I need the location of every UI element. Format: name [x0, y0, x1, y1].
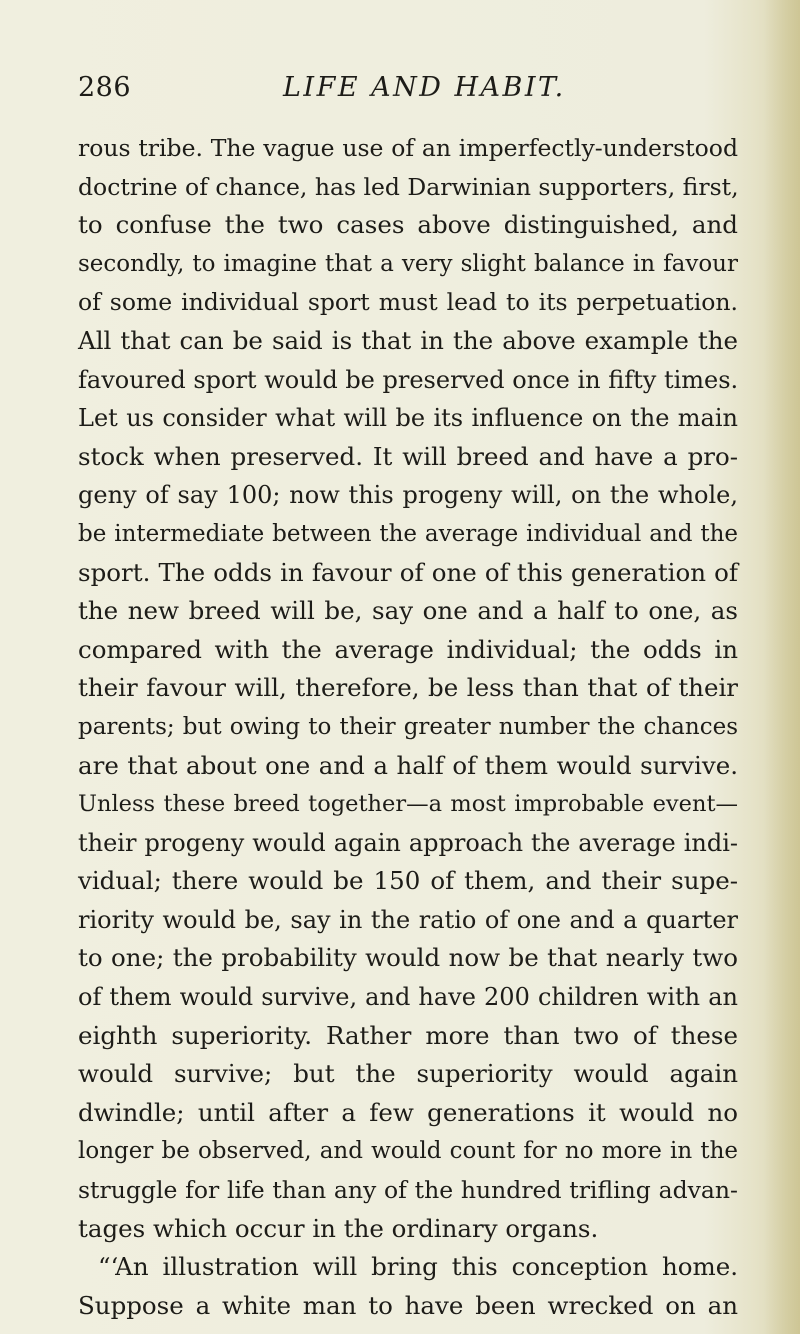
- text-line: of them would survive, and have 200 children with an: [78, 983, 738, 1012]
- text-line: rous tribe. The vague use of an imperfectly-understood: [78, 134, 738, 162]
- text-line: riority would be, say in the ratio of one and a quarter: [78, 905, 738, 934]
- body-text: [78, 129, 738, 1325]
- text-line: longer be observed, and would count for no more in the: [78, 1138, 738, 1165]
- text-line: the new breed will be, say one and a half to one, as: [78, 596, 738, 626]
- text-line: secondly, to imagine that a very slight balance in favour: [78, 250, 738, 277]
- page-header: [78, 72, 738, 112]
- text-line: their progeny would again approach the average indi-: [78, 828, 738, 857]
- paragraph-start-line: “‘An illustration will bring this conception home.: [98, 1252, 738, 1282]
- text-line: geny of say 100; now this progeny will, on the whole,: [78, 481, 738, 510]
- text-line: compared with the average individual; the odds in: [78, 634, 738, 664]
- text-line: to confuse the two cases above distinguished, and: [78, 210, 738, 240]
- running-title: LIFE AND HABIT.: [283, 72, 566, 103]
- text-line: Suppose a white man to have been wrecked on an: [78, 1290, 738, 1320]
- text-line: eighth superiority. Rather more than two of these: [78, 1020, 738, 1050]
- text-line: All that can be said is that in the above example the: [78, 325, 738, 355]
- page-edge-shadow: [764, 0, 800, 1334]
- text-line: dwindle; until after a few generations it would no: [78, 1097, 738, 1127]
- text-line: to one; the probability would now be that nearly two: [78, 943, 738, 973]
- text-line: sport. The odds in favour of one of this generation of: [78, 557, 738, 587]
- text-line: struggle for life than any of the hundred trifling advan-: [78, 1176, 738, 1205]
- text-line: parents; but owing to their greater number the chances: [78, 713, 738, 740]
- text-line: vidual; there would be 150 of them, and their supe-: [78, 866, 738, 896]
- text-line: stock when preserved. It will breed and have a pro-: [78, 441, 738, 471]
- text-line: doctrine of chance, has led Darwinian supporters, first,: [78, 172, 739, 201]
- text-line: of some individual sport must lead to its perpetuation.: [78, 288, 738, 317]
- text-line: are that about one and a half of them would survive.: [78, 750, 738, 780]
- text-line: their favour will, therefore, be less than that of their: [78, 673, 738, 703]
- text-line: Unless these breed together—a most improbable event—: [78, 791, 738, 818]
- text-line: favoured sport would be preserved once in fifty times.: [78, 365, 739, 394]
- text-line: be intermediate between the average individual and the: [78, 520, 738, 547]
- paragraph-end-line: tages which occur in the ordinary organs.: [78, 1213, 599, 1243]
- text-line: Let us consider what will be its influence on the main: [78, 404, 738, 433]
- text-line: would survive; but the superiority would again: [78, 1059, 738, 1089]
- page-number: 286: [78, 72, 132, 103]
